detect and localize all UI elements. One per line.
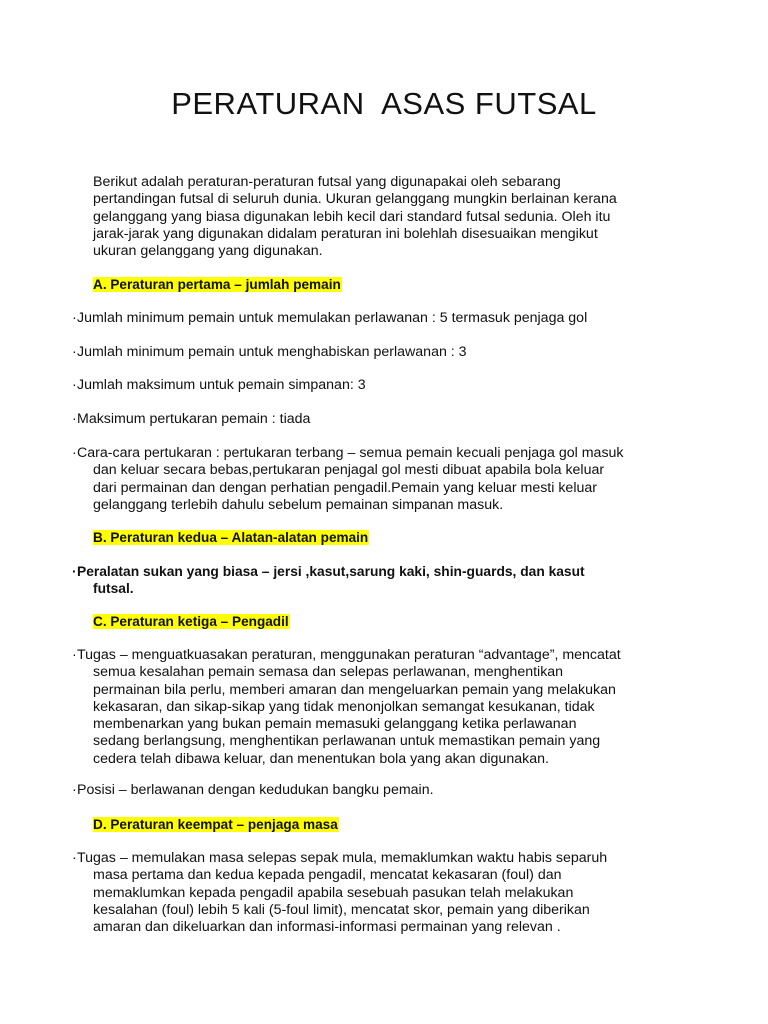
- bullet: ·: [72, 850, 77, 866]
- intro-line: gelanggang yang biasa digunakan lebih kecil dari standard futsal sedunia. Oleh itu: [93, 208, 611, 225]
- item-line: memaklumkan kepada pengadil apabila sesebuah pasukan telah melakukan: [93, 884, 574, 901]
- item-line: kekasaran, dan sikap-sikap yang tidak menonjolkan semangat kesukanan, tidak: [93, 698, 595, 715]
- bullet: ·: [72, 564, 77, 579]
- list-item: [72, 647, 732, 768]
- page-title: PERATURAN ASAS FUTSAL: [171, 86, 597, 121]
- list-item: [72, 411, 732, 428]
- bullet: ·: [72, 647, 77, 663]
- item-line: masa pertama dan kedua kepada pengadil, mencatat kekasaran (foul) dan: [93, 867, 562, 884]
- heading-text: A. Peraturan pertama – jumlah pemain: [93, 277, 341, 292]
- item-line: Posisi – berlawanan dengan kedudukan bangku pemain.: [77, 782, 434, 798]
- item-line: Cara-cara pertukaran : pertukaran terbang – semua pemain kecuali penjaga gol masuk: [77, 445, 624, 461]
- intro-line: Berikut adalah peraturan-peraturan futsal yang digunapakai oleh sebarang: [93, 174, 561, 190]
- list-item: [72, 344, 732, 361]
- item-line: dan keluar secara bebas,pertukaran penjagal gol mesti dibuat apabila bola keluar: [93, 462, 605, 479]
- section-heading-b: [93, 529, 369, 546]
- list-item: [72, 377, 732, 394]
- item-line: semua kesalahan pemain semasa dan selepas perlawanan, menghentikan: [93, 664, 564, 681]
- bullet: ·: [72, 344, 77, 360]
- item-line: permainan bila perlu, memberi amaran dan mengeluarkan pemain yang melakukan: [93, 681, 616, 698]
- item-line: Maksimum pertukaran pemain : tiada: [77, 411, 311, 427]
- item-line: Tugas – menguatkuasakan peraturan, menggunakan peraturan “advantage”, mencatat: [77, 647, 621, 663]
- list-item: [72, 563, 732, 598]
- intro-paragraph: [93, 174, 693, 260]
- item-line: cedera telah dibawa keluar, dan menentukan bola yang akan digunakan.: [93, 750, 549, 767]
- item-line: futsal.: [93, 581, 134, 597]
- intro-line: pertandingan futsal di seluruh dunia. Ukuran gelanggang mungkin berlainan kerana: [93, 191, 617, 208]
- item-line: Jumlah minimum pemain untuk menghabiskan perlawanan : 3: [77, 344, 467, 360]
- intro-line: ukuran gelanggang yang digunakan.: [93, 243, 323, 260]
- item-line: amaran dan dikeluarkan dan informasi-informasi permainan yang relevan .: [93, 919, 561, 936]
- heading-text: C. Peraturan ketiga – Pengadil: [93, 614, 289, 629]
- item-line: dari permainan dan dengan perhatian pengadil.Pemain yang keluar mesti keluar: [93, 479, 597, 496]
- list-item: [72, 445, 732, 514]
- item-line: gelanggang terlebih dahulu sebelum pemainan simpanan masuk.: [93, 496, 504, 513]
- intro-line: jarak-jarak yang digunakan didalam peraturan ini bolehlah disesuaikan mengikut: [93, 225, 598, 242]
- bullet: ·: [72, 411, 77, 427]
- item-line: membenarkan yang bukan pemain memasuki gelanggang ketika perlawanan: [93, 716, 577, 733]
- bullet: ·: [72, 310, 77, 326]
- list-item: [72, 850, 732, 936]
- section-heading-c: [93, 613, 290, 630]
- item-line: Tugas – memulakan masa selepas sepak mula, memaklumkan waktu habis separuh: [77, 850, 608, 866]
- bullet: ·: [72, 377, 77, 393]
- list-item: [72, 310, 732, 327]
- item-line: sedang berlangsung, menghentikan perlawanan untuk memastikan pemain yang: [93, 733, 601, 750]
- list-item: [72, 782, 732, 799]
- bullet: ·: [72, 445, 77, 461]
- heading-text: D. Peraturan keempat – penjaga masa: [93, 817, 338, 832]
- item-line: Peralatan sukan yang biasa – jersi ,kasut,sarung kaki, shin-guards, dan kasut: [77, 564, 585, 579]
- item-line: Jumlah maksimum untuk pemain simpanan: 3: [77, 377, 366, 393]
- bullet: ·: [72, 782, 77, 798]
- heading-text: B. Peraturan kedua – Alatan-alatan pemain: [93, 530, 369, 545]
- section-heading-a: [93, 276, 342, 293]
- item-line: kesalahan (foul) lebih 5 kali (5-foul limit), mencatat skor, pemain yang diberikan: [93, 901, 590, 918]
- item-line: Jumlah minimum pemain untuk memulakan perlawanan : 5 termasuk penjaga gol: [77, 310, 588, 326]
- section-heading-d: [93, 816, 339, 833]
